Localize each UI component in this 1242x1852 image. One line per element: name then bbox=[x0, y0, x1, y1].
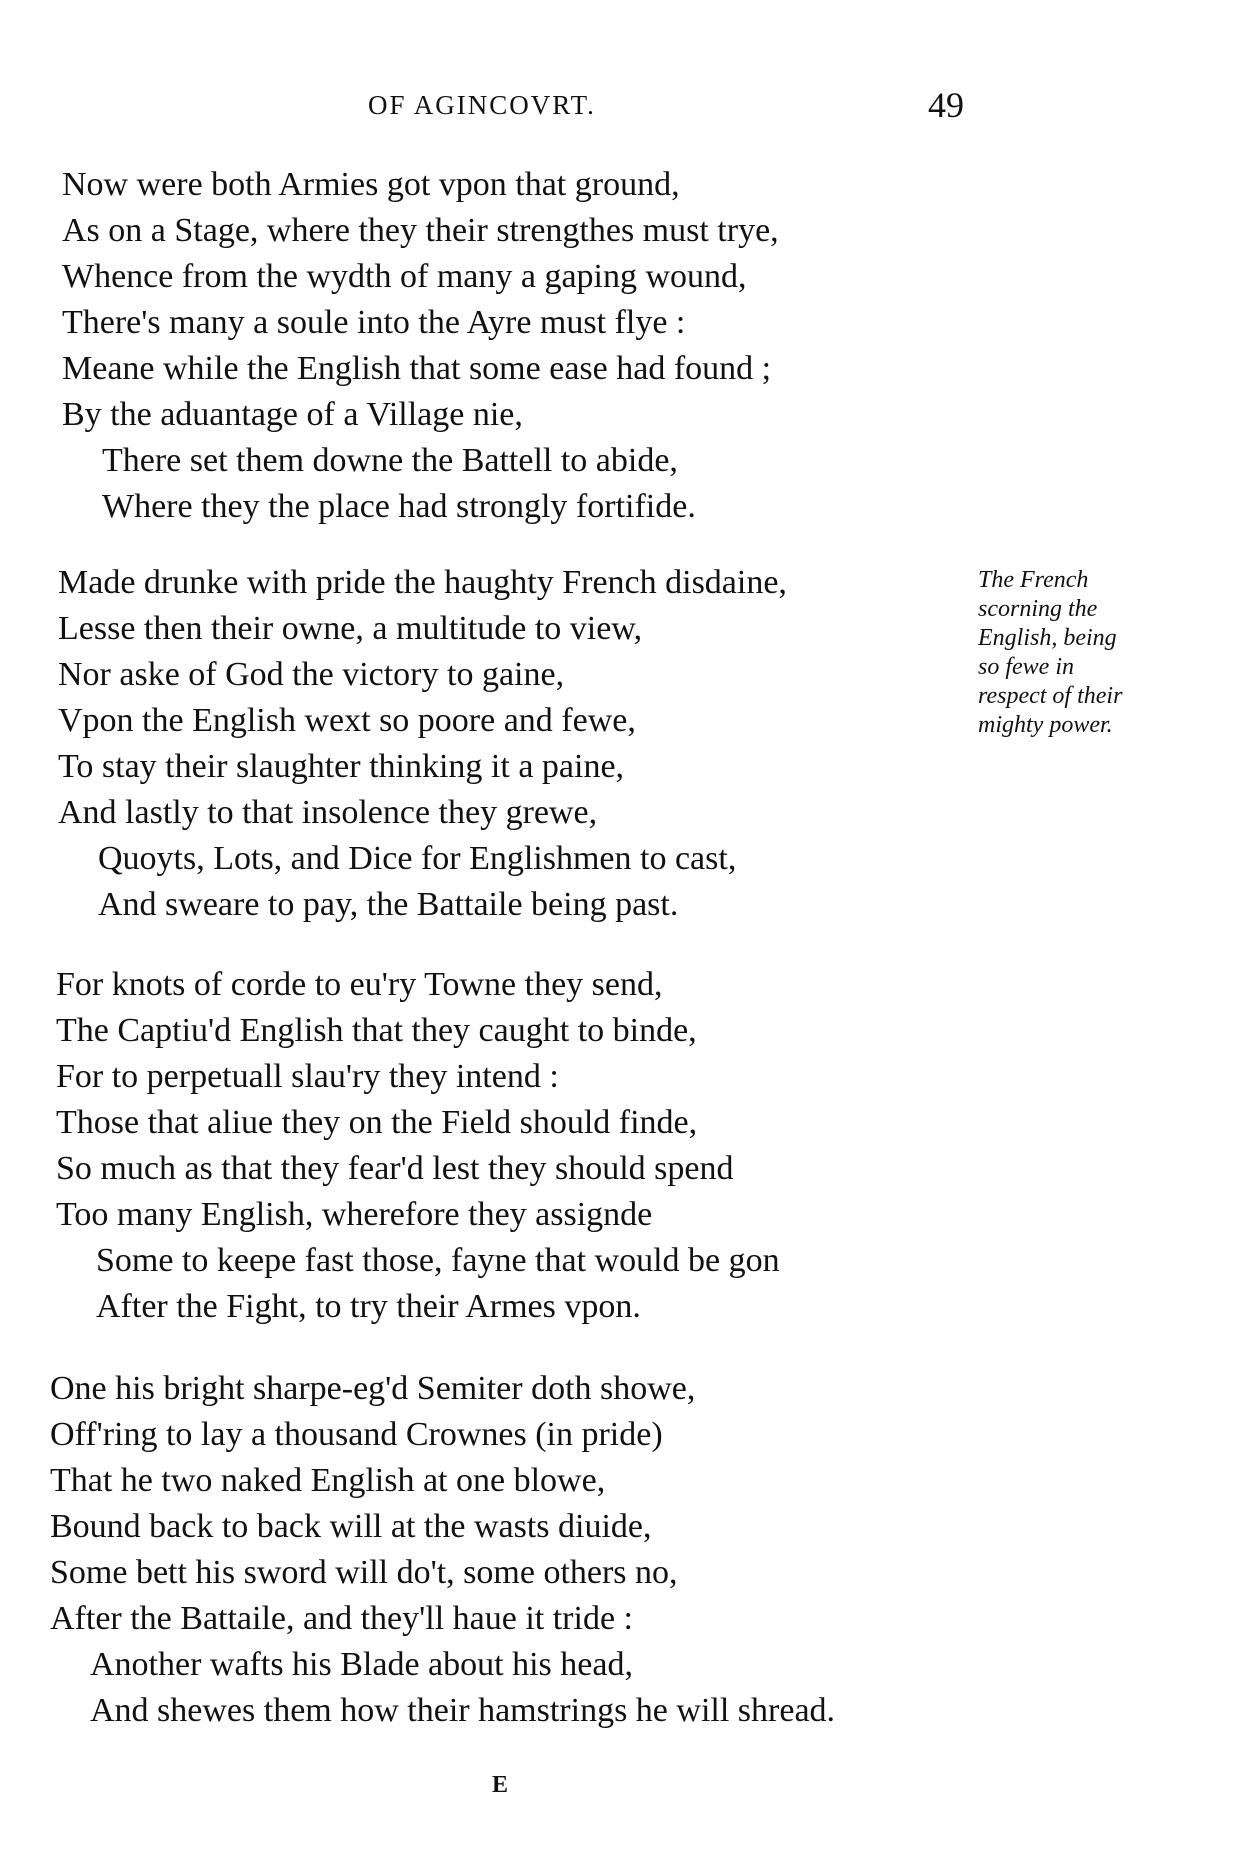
marginal-note bbox=[978, 566, 1228, 740]
stanza-1 bbox=[62, 162, 779, 530]
stanza-4 bbox=[50, 1366, 835, 1734]
poem-line: Nor aske of God the victory to gaine, bbox=[58, 656, 565, 693]
poem-line: For to perpetuall slau'ry they intend : bbox=[56, 1058, 559, 1095]
poem-line: By the aduantage of a Village nie, bbox=[62, 396, 523, 433]
poem-line: To stay their slaughter thinking it a paine, bbox=[58, 748, 625, 785]
poem-line-indented: After the Fight, to try their Armes vpon. bbox=[96, 1288, 641, 1325]
stanza-2 bbox=[58, 560, 787, 928]
poem-line: Bound back to back will at the wasts diuide, bbox=[50, 1508, 652, 1545]
poem-line: For knots of corde to eu'ry Towne they send, bbox=[56, 966, 663, 1003]
poem-line-indented: Where they the place had strongly fortifide. bbox=[102, 488, 696, 525]
poem-line: One his bright sharpe-eg'd Semiter doth showe, bbox=[50, 1370, 696, 1407]
marginal-note-line: The French bbox=[978, 567, 1089, 593]
poem-line: Vpon the English wext so poore and fewe, bbox=[58, 702, 636, 739]
poem-line: And lastly to that insolence they grewe, bbox=[58, 794, 598, 831]
poem-line: There's many a soule into the Ayre must flye : bbox=[62, 304, 686, 341]
running-head bbox=[0, 85, 1242, 128]
poem-line-indented: Some to keepe fast those, fayne that would be gon bbox=[96, 1242, 780, 1279]
marginal-note-line: mighty power. bbox=[978, 712, 1113, 738]
poem-line: After the Battaile, and they'll haue it tride : bbox=[50, 1600, 633, 1637]
stanza-3 bbox=[56, 962, 780, 1330]
poem-line: Now were both Armies got vpon that ground, bbox=[62, 166, 680, 203]
marginal-note-line: respect of their bbox=[978, 683, 1123, 709]
marginal-note-line: English, being bbox=[978, 625, 1117, 651]
poem-line: Those that aliue they on the Field should finde, bbox=[56, 1104, 698, 1141]
poem-line: Lesse then their owne, a multitude to view, bbox=[58, 610, 643, 647]
poem-line-indented: Quoyts, Lots, and Dice for Englishmen to cast, bbox=[98, 840, 737, 877]
page-number: 49 bbox=[928, 85, 964, 125]
poem-line: That he two naked English at one blowe, bbox=[50, 1462, 606, 1499]
poem-line-indented: And shewes them how their hamstrings he will shread. bbox=[90, 1692, 836, 1729]
poem-line: Whence from the wydth of many a gaping wound, bbox=[62, 258, 747, 295]
poem-line: Meane while the English that some ease had found ; bbox=[62, 350, 772, 387]
signature-mark: E bbox=[492, 1772, 510, 1798]
poem-line: So much as that they fear'd lest they should spend bbox=[56, 1150, 734, 1187]
poem-line: As on a Stage, where they their strengthes must trye, bbox=[62, 212, 779, 249]
poem-line: The Captiu'd English that they caught to binde, bbox=[56, 1012, 697, 1049]
marginal-note-line: so fewe in bbox=[978, 654, 1074, 680]
poem-line-indented: And sweare to pay, the Battaile being past. bbox=[98, 886, 679, 923]
poem-line-indented: Another wafts his Blade about his head, bbox=[90, 1646, 633, 1683]
marginal-note-line: scorning the bbox=[978, 596, 1098, 622]
poem-line: Too many English, wherefore they assignde bbox=[56, 1196, 653, 1233]
poem-line: Off'ring to lay a thousand Crownes (in pride) bbox=[50, 1416, 663, 1453]
poem-line: Some bett his sword will do't, some others no, bbox=[50, 1554, 678, 1591]
poem-line-indented: There set them downe the Battell to abide, bbox=[102, 442, 678, 479]
poem-line: Made drunke with pride the haughty French disdaine, bbox=[58, 564, 787, 601]
running-title: OF AGINCOVRT. bbox=[368, 90, 596, 120]
